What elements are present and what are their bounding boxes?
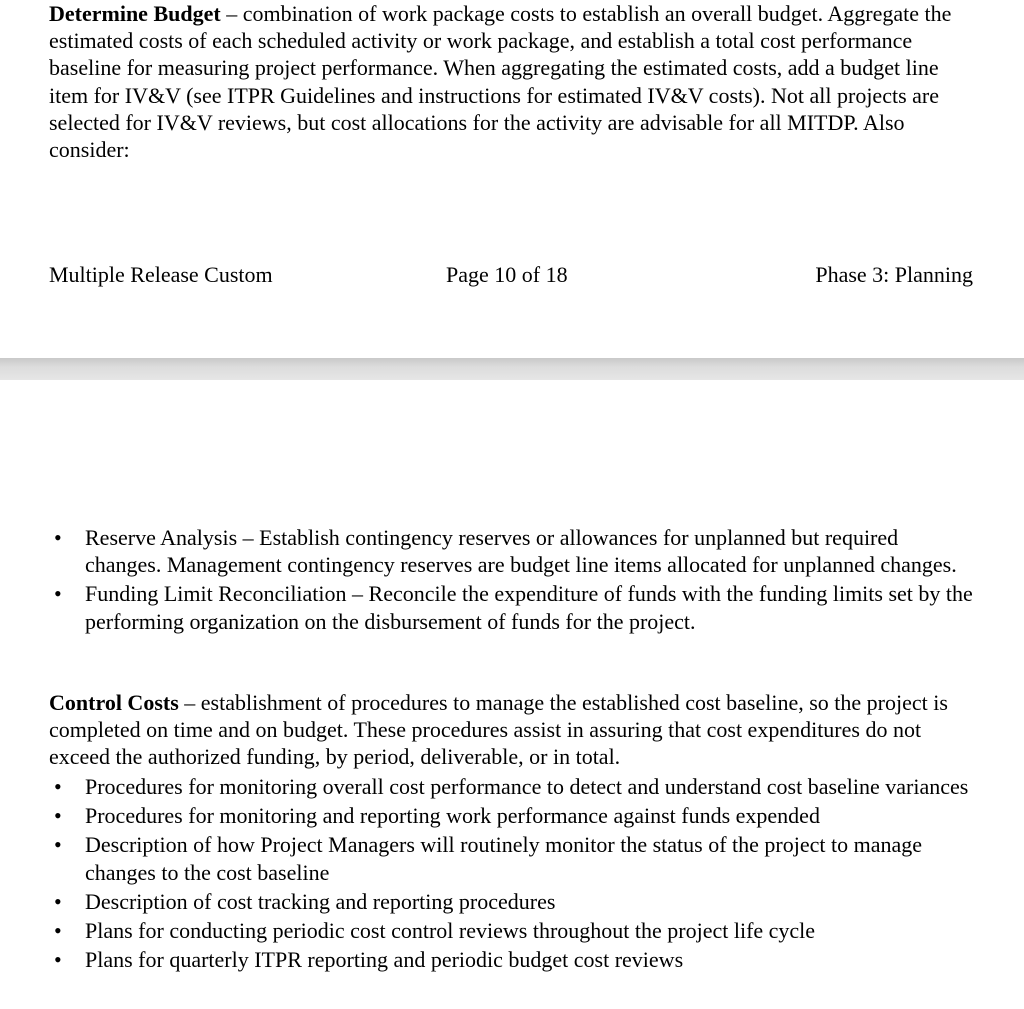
bullet-text: Description of how Project Managers will routinely monitor the status of the project to manage changes to the cost baseline [85,832,923,885]
bullet-text: Description of cost tracking and reporting procedures [85,888,556,914]
footer-page-number: Page 10 of 18 [446,262,568,287]
bullet-glyph: • [54,832,62,858]
page-footer [49,260,973,290]
bullet-text: Procedures for monitoring and reporting work performance against funds expended [85,803,820,829]
bullet-glyph: • [54,581,62,607]
control-costs-bullet-list [49,773,979,973]
list-item [49,831,979,885]
list-item [49,888,979,915]
footer-phase: Phase 3: Planning [815,262,973,287]
bullet-text: Plans for conducting periodic cost control reviews throughout the project life cycle [85,918,816,944]
bullet-text: Funding Limit Reconciliation – Reconcile the expenditure of funds with the funding limits set by the performing organization on the disbursement of funds for the project. [85,581,973,634]
list-item [49,917,979,944]
list-item [49,773,979,800]
control-costs-paragraph [49,689,979,771]
determine-budget-heading: Determine Budget [49,1,221,26]
bullet-text: Procedures for monitoring overall cost performance to detect and understand cost baseline variances [85,774,969,799]
bullet-glyph: • [54,918,62,944]
bullet-text: Reserve Analysis – Establish contingency reserves or allowances for unplanned but required changes. Management contingency reserves are budget line items allocated for unplanned changes. [85,525,957,578]
list-item [49,802,979,829]
bullet-glyph: • [54,888,62,914]
bullet-glyph: • [54,803,62,829]
consider-bullet-list [49,524,979,635]
page-separator [0,358,1024,380]
determine-budget-paragraph [49,0,979,163]
bullet-text: Plans for quarterly ITPR reporting and periodic budget cost reviews [85,947,684,973]
bullet-glyph: • [54,947,62,973]
determine-budget-text: – combination of work package costs to establish an overall budget. Aggregate the estimated costs of each scheduled activity or work package, and establish a total cost performance baseline for measuring project performance. When aggregating the estimated costs, add a budget line item for IV&V (see ITPR Guidelines and instructions for estimated IV&V costs). Not all projects are selected for IV&V reviews, but cost allocations for the activity are advisable for all MITDP. Also consider: [49,1,952,163]
control-costs-heading: Control Costs [49,690,179,715]
footer-document-type: Multiple Release Custom [49,262,273,287]
document-page-top [0,0,1024,358]
list-item [49,524,979,578]
bullet-glyph: • [54,774,62,799]
list-item [49,946,979,973]
bullet-glyph: • [54,525,62,550]
control-costs-text: – establishment of procedures to manage the established cost baseline, so the project is completed on time and on budget. These procedures assist in assuring that cost expenditures do not exceed the authorized funding, by period, deliverable, or in total. [49,690,948,770]
list-item [49,580,979,634]
